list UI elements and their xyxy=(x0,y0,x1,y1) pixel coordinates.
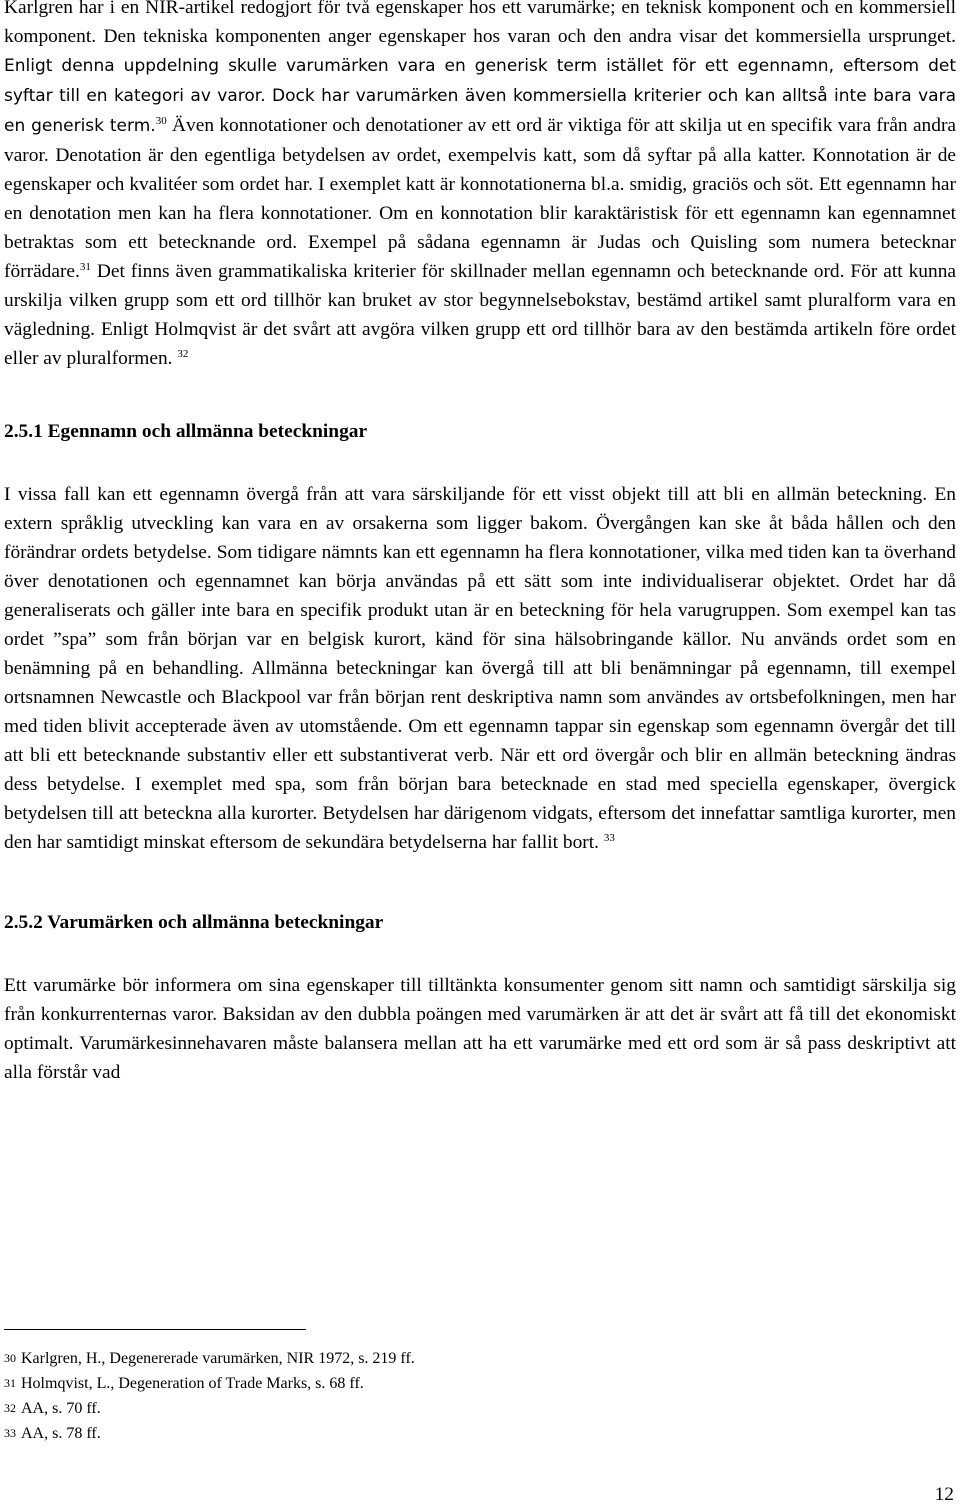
paragraph-text: Även konnotationer och denotationer av ett ord är viktiga för att skilja ut en specifik vara från andra varor. Denotation är den egentliga betydelsen av ordet, exempelvis katt, som då syftar på alla katter. Konnotation är de egenskaper och kvalitéer som ordet har. I exemplet katt är konnotationerna bl.a. smidig, graciös och söt. Ett egennamn har en denotation men kan ha flera konnotationer. Om en konnotation blir karaktäristisk för ett egennamn kan egennamnet betraktas som ett betecknande ord. Exempel på sådana egennamn är Judas och Quisling som numera betecknar förrädare. xyxy=(4,115,957,282)
section-heading: 2.5.2 Varumärken och allmänna beteckningar xyxy=(4,912,384,933)
footnote xyxy=(4,1421,415,1446)
spacer xyxy=(4,373,956,417)
document-page xyxy=(4,0,956,1087)
footnotes xyxy=(4,1346,415,1446)
footnote xyxy=(4,1396,415,1421)
paragraph-text: Det finns även grammatikaliska kriterier för skillnader mellan egennamn och betecknande ord. För att kunna urskilja vilken grupp som ett ord tillhör kan bruket av stor begynnelsebokstav, bestämd artikel samt pluralform vara en vägledning. Enligt Holmqvist är det svårt att avgöra vilken grupp ett ord tillhör bara av den bestämda artikeln före ordet eller av pluralformen. xyxy=(4,261,956,369)
paragraph-trademarks: Ett varumärke bör informera om sina egenskaper till tilltänkta konsumenter genom sitt namn och samtidigt särskilja sig från konkurrenternas varor. Baksidan av den dubbla poängen med varumärken är att det är svårt att få till det ekonomiskt optimalt. Varumärkesinnehavaren måste balansera mellan att ha ett varumärke med ett ord som är så pass deskriptivt att alla förstår vad xyxy=(4,975,956,1083)
footnote-text: AA, s. 78 ff. xyxy=(21,1425,101,1442)
spacer xyxy=(4,857,956,908)
footnote-separator xyxy=(4,1329,306,1330)
footnote-text: Karlgren, H., Degenererade varumärken, NIR 1972, s. 219 ff. xyxy=(21,1350,415,1367)
footnote-number: 30 xyxy=(4,1351,16,1365)
page-number: 12 xyxy=(934,1484,954,1505)
footnote-number: 32 xyxy=(4,1401,16,1415)
paragraph-degeneration-criteria xyxy=(4,0,956,373)
paragraph-text: Karlgren har i en NIR-artikel redogjort för två egenskaper hos ett varumärke; en teknisk komponent och en kommersiell komponent. Den tekniska komponenten anger egenskaper hos varan och den andra visar det kommersiella ursprunget. xyxy=(4,0,956,47)
paragraph-text: Dock har varumärken även kommersiella kriterier och kan alltså inte bara vara en generisk term. xyxy=(4,86,956,136)
footnote xyxy=(4,1371,415,1396)
footnote xyxy=(4,1346,415,1371)
footnote-text: AA, s. 70 ff. xyxy=(21,1400,101,1417)
footnote-number: 31 xyxy=(4,1376,16,1390)
paragraph-text: I vissa fall kan ett egennamn övergå från att vara särskiljande för ett visst objekt till att bli en allmän beteckning. En extern språklig utveckling kan vara en av orsakerna som ligger bakom. Övergången kan ske åt båda hållen och den förändrar ordets betydelse. Som tidigare nämnts kan ett egennamn ha flera konnotationer, vilka med tiden kan ta överhand över denotationen och egennamnet kan börja användas på ett sätt som inte individualiserar objektet. Ordet har då generaliserats och gäller inte bara en specifik produkt utan är en beteckning för hela varugruppen. Som exempel kan tas ordet ”spa” som från början var en belgisk kurort, känd för sina hälsobringande källor. Nu används ordet som en benämning på en behandling. Allmänna beteckningar kan övergå till att bli benämningar på egennamn, till exempel ortsnamnen Newcastle och Blackpool var från början rent deskriptiva namn som användes av ortsbefolkningen, men har med tiden blivit accepterade även av utomstående. Om ett egennamn tappar sin egenskap som egennamn övergår det till att bli ett betecknande substantiv eller ett substantiverat verb. När ett ord övergår och blir en allmän beteckning ändras dess betydelse. I exemplet med spa, som från början bara betecknade en stad med speciella egenskaper, övergick betydelsen till att beteckna alla kurorter. Betydelsen har därigenom vidgats, eftersom det innefattar samtliga kurorter, men den har samtidigt minskat eftersom de sekundära betydelserna har fallit bort. xyxy=(4,484,956,853)
footnote-text: Holmqvist, L., Degeneration of Trade Marks, s. 68 ff. xyxy=(21,1375,364,1392)
footnote-reference[interactable]: 31 xyxy=(79,261,91,273)
footnote-number: 33 xyxy=(4,1426,16,1440)
footnote-reference[interactable]: 30 xyxy=(155,115,167,127)
paragraph-proper-names xyxy=(4,480,956,857)
footnote-reference[interactable]: 33 xyxy=(603,832,615,844)
spacer xyxy=(4,937,956,971)
paragraph-text: Enligt denna uppdelning skulle varumärken vara en generisk term istället för ett egennamn, eftersom det syftar till en kategori av varor. xyxy=(4,56,956,106)
footnote-reference[interactable]: 32 xyxy=(177,348,189,360)
spacer xyxy=(4,446,956,480)
section-heading: 2.5.1 Egennamn och allmänna beteckningar xyxy=(4,421,368,442)
